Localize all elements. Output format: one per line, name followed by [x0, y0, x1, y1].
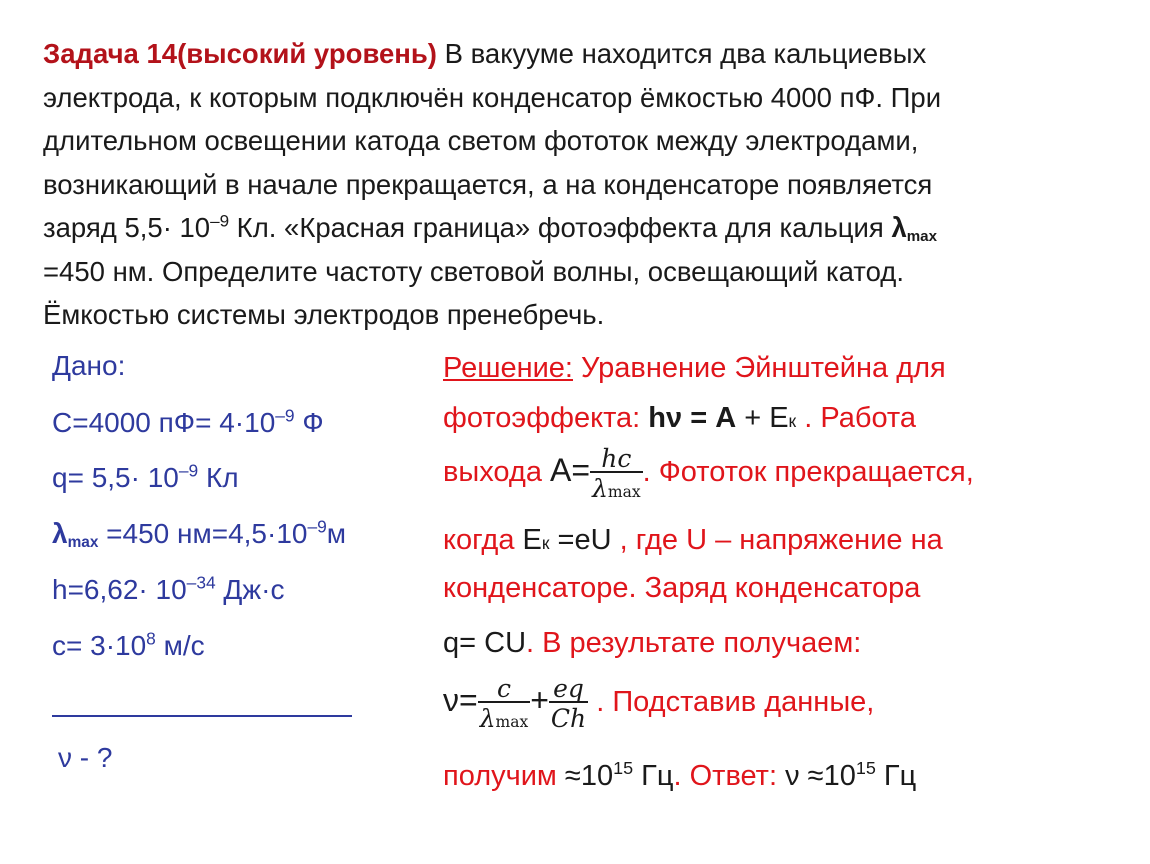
- lambda-symbol: λ: [479, 704, 496, 733]
- work-function-label: A=: [550, 452, 591, 489]
- equation: q= CU: [443, 627, 527, 659]
- denominator: [478, 701, 531, 731]
- solution-line-1: [443, 352, 946, 385]
- subscript: max: [607, 483, 641, 501]
- text: . В результате получаем:: [526, 627, 862, 659]
- problem-line-7: Ёмкостью системы электродов пренебречь.: [43, 299, 605, 330]
- lambda-symbol: λ: [592, 474, 608, 503]
- text: м: [326, 518, 347, 549]
- text: Дж·с: [215, 574, 285, 605]
- problem-statement: [43, 32, 1123, 337]
- text: получим: [443, 760, 565, 792]
- text: . Подставив данные,: [588, 686, 875, 719]
- lambda-symbol: λ: [52, 518, 68, 549]
- exponent: 15: [613, 757, 634, 778]
- exponent: –9: [275, 405, 295, 426]
- text: м/с: [155, 630, 205, 661]
- exponent: –9: [178, 460, 199, 481]
- frequency-label: ν=: [443, 682, 478, 719]
- given-heading: Дано:: [52, 350, 126, 381]
- given-find: ν - ?: [58, 742, 113, 773]
- text: , где U – напряжение на: [611, 524, 943, 556]
- problem-text: В вакууме находится два кальциевых: [444, 38, 927, 69]
- fraction-eq-over-ch: [549, 676, 588, 731]
- problem-title: Задача 14(высокий уровень): [43, 38, 437, 69]
- unit: Гц: [633, 760, 674, 792]
- text: фотоэффекта:: [443, 402, 649, 434]
- exponent: –9: [210, 211, 230, 231]
- subscript: к: [788, 411, 797, 431]
- fraction-hc-over-lambda: [590, 446, 643, 501]
- subscript: max: [67, 533, 99, 551]
- subscript: max: [495, 713, 529, 731]
- text: . Фототок прекращается,: [642, 456, 974, 489]
- solution-line-7: [443, 676, 874, 731]
- problem-line-2: электрода, к которым подключён конденсатор ёмкостью 4000 пФ. При: [43, 81, 942, 113]
- numerator: c: [496, 674, 511, 703]
- equation: E: [522, 524, 542, 556]
- exponent: –34: [186, 572, 216, 593]
- exponent: 8: [146, 628, 156, 649]
- unit: Гц: [875, 760, 917, 792]
- text: заряд 5,5· 10: [43, 212, 211, 243]
- text: h=6,62· 10: [52, 574, 187, 605]
- text: Ф: [294, 407, 324, 438]
- text: Кл. «Красная граница» фотоэффекта для кальция: [229, 212, 892, 243]
- exponent: 15: [855, 757, 876, 778]
- equation: + E: [736, 402, 789, 434]
- solution-line-2: [443, 402, 916, 435]
- solution-line-5: конденсаторе. Заряд конденсатора: [443, 572, 921, 604]
- problem-line-5: [43, 206, 1123, 250]
- text: c= 3·10: [52, 630, 147, 661]
- equation: hν = A: [648, 402, 737, 434]
- problem-line-3: длительном освещении катода светом фототок между электродами,: [43, 125, 919, 156]
- text: q= 5,5· 10: [52, 462, 179, 493]
- equation: =eU: [549, 524, 612, 556]
- fraction-c-over-lambda: [478, 676, 531, 731]
- given-lambda: [52, 518, 346, 550]
- lambda-symbol: λ: [891, 212, 907, 243]
- solution-line-4: [443, 524, 943, 557]
- numerator: hc: [601, 444, 632, 473]
- denominator: Ch: [549, 701, 588, 731]
- text: когда: [443, 524, 523, 556]
- subscript: max: [906, 227, 937, 245]
- text: C=4000 пФ= 4·10: [52, 407, 276, 438]
- problem-line-1: [43, 32, 1123, 76]
- text: выхода: [443, 456, 551, 489]
- solution-line-8: [443, 757, 917, 793]
- given-speed-of-light: [52, 630, 205, 662]
- given-capacitance: [52, 407, 324, 439]
- given-divider: [52, 715, 352, 717]
- answer-value: ν ≈10: [785, 760, 856, 792]
- text: . Работа: [796, 402, 917, 434]
- given-charge: [52, 462, 239, 494]
- text: Кл: [198, 462, 239, 493]
- solution-line-3: [443, 446, 974, 501]
- subscript: к: [541, 533, 550, 553]
- text: =450 нм=4,5·10: [98, 518, 308, 549]
- plus-sign: +: [530, 682, 549, 719]
- denominator: [590, 471, 643, 501]
- solution-heading: Решение:: [443, 352, 573, 384]
- solution-line-6: [443, 627, 861, 660]
- numerator: eq: [553, 674, 584, 703]
- problem-line-4: возникающий в начале прекращается, а на конденсаторе появляется: [43, 168, 933, 200]
- exponent: –9: [307, 516, 327, 537]
- result-value: ≈10: [564, 760, 614, 792]
- problem-line-6: =450 нм. Определите частоту световой волны, освещающий катод.: [43, 255, 904, 287]
- text: . Ответ:: [673, 760, 786, 792]
- text: Уравнение Эйнштейна для: [573, 352, 946, 384]
- given-planck: [52, 574, 284, 606]
